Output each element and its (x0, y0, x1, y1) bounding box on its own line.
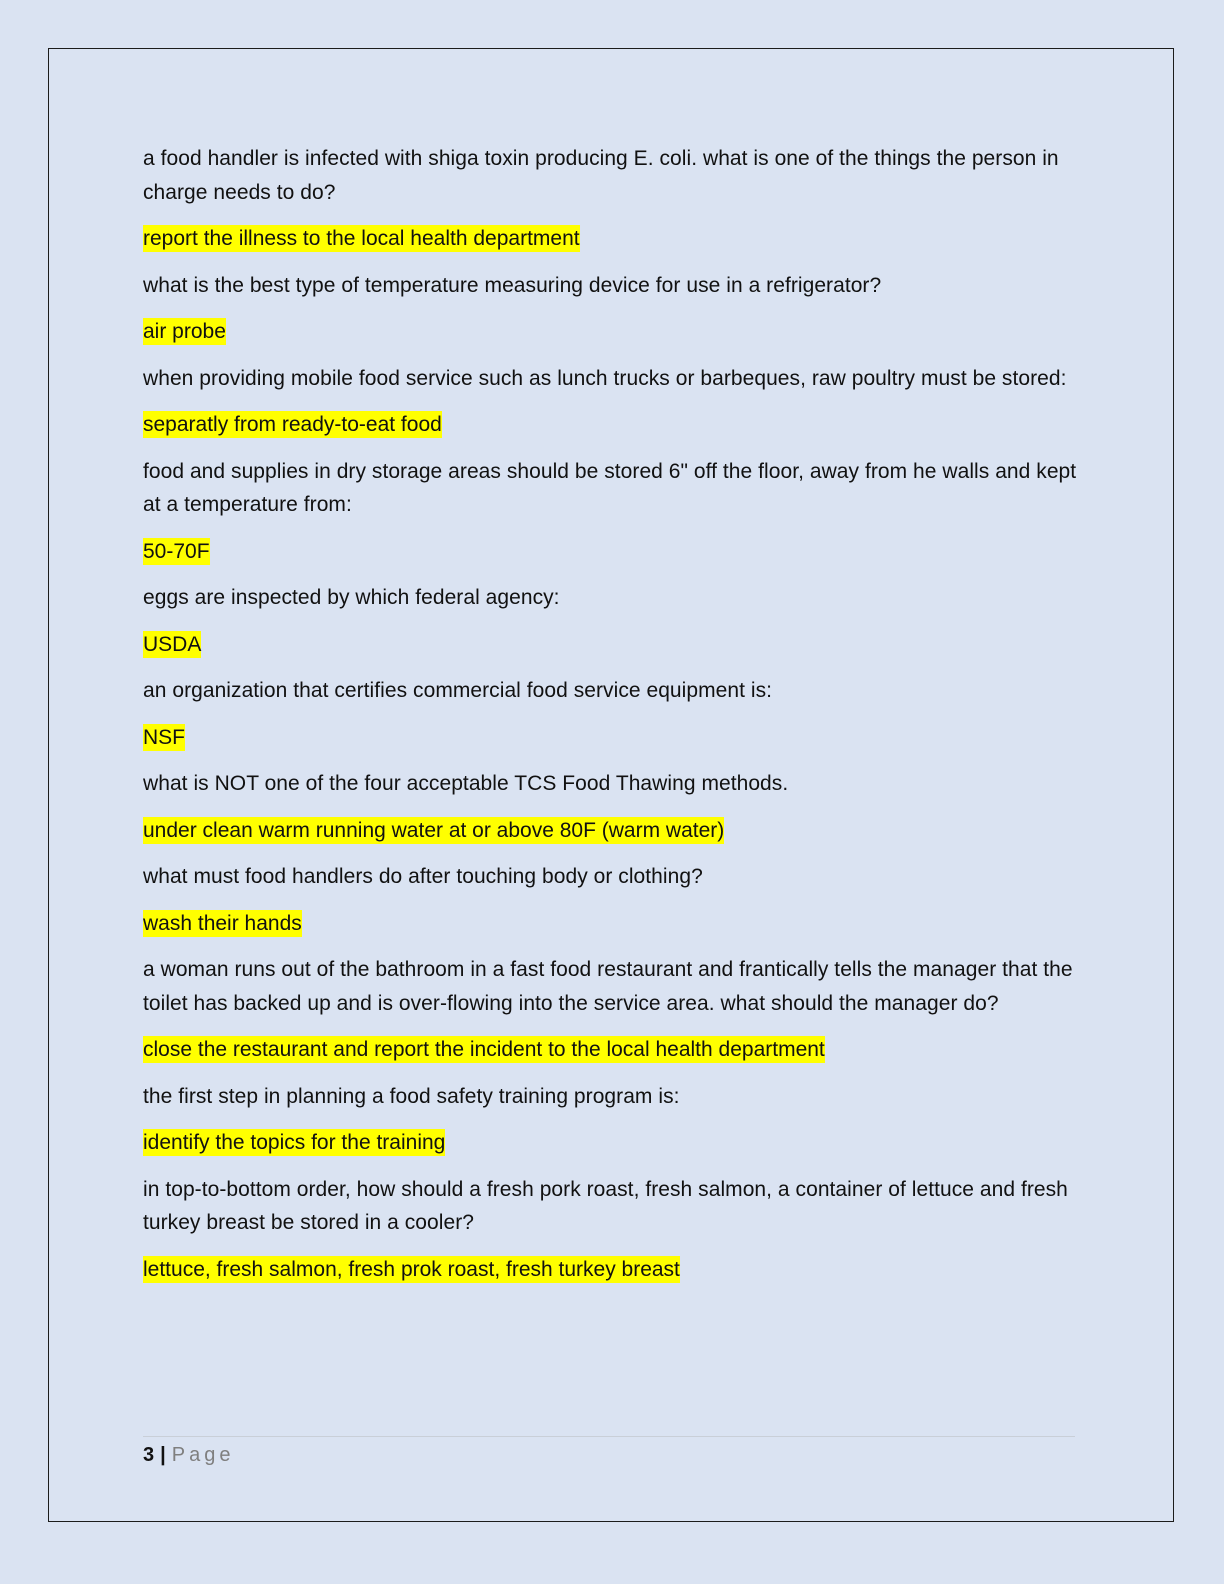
qa-item-3 (143, 362, 1078, 442)
answer-highlight: wash their hands (143, 911, 302, 935)
qa-item-6 (143, 674, 1078, 754)
answer-highlight: under clean warm running water at or above 80F (warm water) (143, 818, 725, 842)
qa-item-8 (143, 860, 1078, 940)
question-text: when providing mobile food service such as lunch trucks or barbeques, raw poultry must be stored: (143, 366, 1067, 390)
question-text: food and supplies in dry storage areas should be stored 6" off the floor, away from he walls and kept at a temperature from: (143, 459, 1077, 516)
page-label: Page (171, 1444, 235, 1466)
document-body (143, 142, 1078, 1299)
qa-item-11 (143, 1173, 1078, 1287)
answer-highlight: USDA (143, 632, 202, 656)
answer-highlight: separatly from ready-to-eat food (143, 413, 442, 436)
answer-highlight: 50-70F (143, 539, 210, 563)
page-number: 3 (143, 1444, 155, 1466)
answer-highlight: NSF (143, 725, 185, 749)
qa-item-10 (143, 1080, 1078, 1160)
question-text: what must food handlers do after touching body or clothing? (143, 865, 703, 888)
question-text: the first step in planning a food safety training program is: (143, 1084, 680, 1108)
question-text: a woman runs out of the bathroom in a fast food restaurant and frantically tells the manager that the toilet has backed up and is over-flowing into the service area. what should the manager do? (143, 958, 1073, 1015)
question-text: an organization that certifies commercial food service equipment is: (143, 679, 773, 702)
qa-item-9 (143, 953, 1078, 1067)
page-footer (143, 1436, 1075, 1468)
qa-item-1 (143, 142, 1078, 256)
answer-highlight: identify the topics for the training (143, 1131, 446, 1154)
qa-item-7 (143, 767, 1078, 847)
question-text: what is the best type of temperature measuring device for use in a refrigerator? (143, 273, 882, 297)
footer-separator: | (160, 1444, 166, 1466)
question-text: eggs are inspected by which federal agency: (143, 586, 560, 609)
question-text: a food handler is infected with shiga toxin producing E. coli. what is one of the things the person in charge needs to do? (143, 147, 1059, 204)
question-text: in top-to-bottom order, how should a fresh pork roast, fresh salmon, a container of lettuce and fresh turkey breast be stored in a cooler? (143, 1177, 1068, 1234)
qa-item-2 (143, 269, 1078, 349)
question-text: what is NOT one of the four acceptable TCS Food Thawing methods. (143, 772, 789, 795)
answer-highlight: lettuce, fresh salmon, fresh prok roast, fresh turkey breast (143, 1257, 680, 1281)
answer-highlight: close the restaurant and report the incident to the local health department (143, 1038, 825, 1061)
answer-highlight: air probe (143, 320, 226, 343)
qa-item-4 (143, 455, 1078, 569)
qa-item-5 (143, 581, 1078, 661)
answer-highlight: report the illness to the local health department (143, 227, 580, 250)
